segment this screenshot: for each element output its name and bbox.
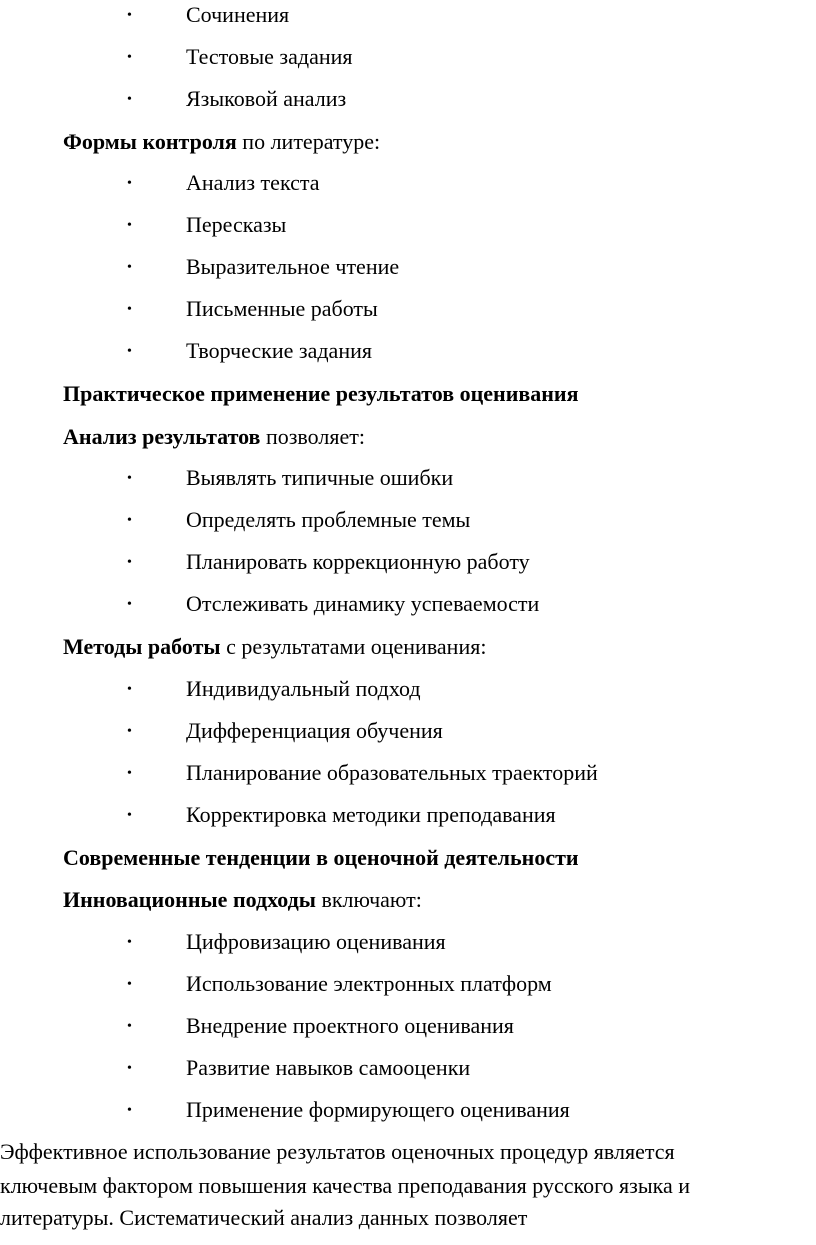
bullet-icon: • — [127, 50, 132, 65]
conclusion-line: литературы. Систематический анализ данных позволяет — [0, 1205, 528, 1230]
list-item-text: Индивидуальный подход — [186, 676, 421, 701]
list-item-text: Развитие навыков самооценки — [186, 1055, 471, 1080]
bullet-icon: • — [127, 682, 132, 697]
heading-rest-part: по литературе: — [236, 129, 381, 154]
bullet-icon: • — [127, 1061, 132, 1076]
list-item-text: Письменные работы — [186, 296, 378, 321]
list-item-text: Планирование образовательных траекторий — [186, 760, 598, 785]
list-item-text: Выявлять типичные ошибки — [186, 465, 454, 490]
list-item-text: Тестовые задания — [186, 44, 353, 69]
conclusion-line: Эффективное использование результатов оценочных процедур является — [0, 1139, 675, 1164]
bullet-icon: • — [127, 218, 132, 233]
list-item-text: Планировать коррекционную работу — [186, 549, 530, 574]
heading-rest-part: позволяет: — [260, 424, 365, 449]
list-item-text: Выразительное чтение — [186, 254, 400, 279]
list-item-text: Отслеживать динамику успеваемости — [186, 591, 540, 616]
practical-application-heading — [63, 381, 579, 407]
analysis-heading — [63, 424, 365, 450]
heading-rest-part: с результатами оценивания: — [220, 634, 487, 659]
list-item-text: Корректировка методики преподавания — [186, 802, 556, 827]
list-item-text: Сочинения — [186, 2, 290, 27]
bullet-icon: • — [127, 977, 132, 992]
bullet-icon: • — [127, 597, 132, 612]
list-item-text: Внедрение проектного оценивания — [186, 1013, 514, 1038]
heading-bold-part: Инновационные подходы — [63, 887, 316, 912]
bullet-icon: • — [127, 555, 132, 570]
bullet-icon: • — [127, 260, 132, 275]
list-item-text: Цифровизацию оценивания — [186, 929, 446, 954]
list-item-text: Анализ текста — [186, 170, 320, 195]
bullet-icon: • — [127, 766, 132, 781]
bullet-icon: • — [127, 724, 132, 739]
bullet-icon: • — [127, 935, 132, 950]
bullet-icon: • — [127, 176, 132, 191]
methods-heading — [63, 634, 486, 660]
control-forms-literature-heading — [63, 129, 380, 155]
bullet-icon: • — [127, 1019, 132, 1034]
list-item-text: Применение формирующего оценивания — [186, 1097, 570, 1122]
innovations-heading — [63, 887, 422, 913]
heading-bold-part: Анализ результатов — [63, 424, 261, 449]
heading-bold-part: Формы контроля — [63, 129, 237, 154]
bullet-icon: • — [127, 302, 132, 317]
list-item-text: Языковой анализ — [186, 86, 347, 111]
bullet-icon: • — [127, 92, 132, 107]
list-item-text: Определять проблемные темы — [186, 507, 471, 532]
heading-bold-part: Методы работы — [63, 634, 221, 659]
bullet-icon: • — [127, 1103, 132, 1118]
heading-rest-part: включают: — [315, 887, 422, 912]
list-item-text: Дифференциация обучения — [186, 718, 443, 743]
bullet-icon: • — [127, 8, 132, 23]
bullet-icon: • — [127, 471, 132, 486]
bullet-icon: • — [127, 513, 132, 528]
heading-bold-part: Практическое применение результатов оценивания — [63, 381, 579, 406]
bullet-icon: • — [127, 344, 132, 359]
modern-trends-heading — [63, 845, 579, 871]
bullet-icon: • — [127, 808, 132, 823]
conclusion-line: ключевым фактором повышения качества преподавания русского языка и — [0, 1173, 691, 1198]
heading-bold-part: Современные тенденции в оценочной деятельности — [63, 845, 579, 870]
list-item-text: Пересказы — [186, 212, 287, 237]
list-item-text: Использование электронных платформ — [186, 971, 552, 996]
list-item-text: Творческие задания — [186, 338, 372, 363]
